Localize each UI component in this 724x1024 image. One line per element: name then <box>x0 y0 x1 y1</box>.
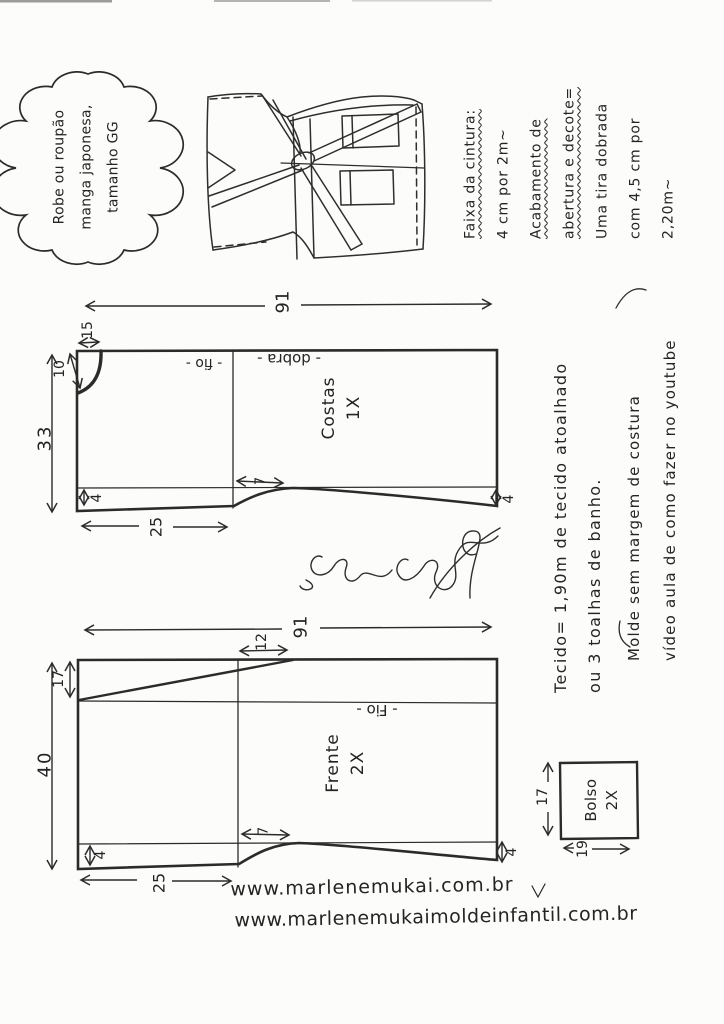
cloud-title-line: manga japonesa, <box>78 104 95 230</box>
costas-dim-curve-offset: 7 <box>253 476 269 486</box>
note-line: Faixa da cintura: <box>462 109 479 239</box>
piece-quantity: 2X <box>603 789 621 811</box>
frente-dim-width: 91 <box>290 615 312 639</box>
frente-dim-curve-offset: 7 <box>256 826 272 836</box>
website-line-2: www.marlenemukaimoldeinfantil.com.br <box>234 902 638 932</box>
cloud-title-line: tamanho GG <box>105 121 122 213</box>
bolso-piece-label <box>581 758 623 842</box>
frente-dim-hem-left: 4 <box>93 850 109 860</box>
note-line: 2,20m~ <box>660 177 677 239</box>
costas-dim-hem-left: 4 <box>89 493 105 503</box>
cloud-title-line: Robe ou roupão <box>51 109 68 225</box>
waist-finishing-note <box>455 53 686 239</box>
piece-name: Costas <box>319 376 339 440</box>
frente-piece-outline <box>78 659 497 869</box>
note-line: Tecido= 1,90m de tecido atoalhado <box>551 362 570 693</box>
frente-dim-hem-right: 4 <box>504 847 520 857</box>
costas-dim-height: 33 <box>34 424 56 452</box>
costas-piece-outline <box>77 350 497 511</box>
costas-piece-label <box>317 358 367 458</box>
note-line: 4 cm por 2m~ <box>495 128 512 239</box>
cloud-title <box>47 89 128 245</box>
costas-dim-hem-right: 4 <box>501 494 517 504</box>
costas-dim-neck-depth: 10 <box>52 360 68 378</box>
note-line: abertura e decote= <box>561 86 578 239</box>
frente-dim-height: 40 <box>34 750 56 778</box>
piece-name: Bolso <box>582 778 600 822</box>
costas-dim-width: 91 <box>272 290 294 314</box>
frente-dim-neck-width: 12 <box>254 633 270 651</box>
costas-dim-shoulder: 15 <box>80 321 96 339</box>
signature-scribble <box>300 528 500 598</box>
frente-grainline-label: - Fio - <box>356 701 398 719</box>
costas-fold-label: - dobra - <box>257 350 321 368</box>
costas-dim-bottom-width: 25 <box>146 516 166 538</box>
scanner-edge-artifacts <box>0 0 492 3</box>
note-line: ou 3 toalhas de banho. <box>585 478 604 693</box>
piece-name: Frente <box>323 733 343 793</box>
pattern-note <box>616 283 688 661</box>
note-line: com 4,5 cm por <box>627 117 644 239</box>
piece-quantity: 1X <box>344 395 364 421</box>
note-line: vídeo aula de como fazer no youtube <box>661 339 679 661</box>
note-line: Acabamento de <box>528 118 545 239</box>
frente-piece-label <box>321 713 371 813</box>
bolso-dim-height: 17 <box>535 788 551 806</box>
fabric-note <box>544 291 612 693</box>
robe-illustration <box>207 94 425 259</box>
frente-dim-bottom-width: 25 <box>149 872 169 894</box>
costas-grainline-label: - fio - <box>185 355 223 371</box>
note-line: Uma tira dobrada <box>594 102 611 239</box>
bolso-dim-width: 19 <box>575 840 591 858</box>
piece-quantity: 2X <box>348 750 368 776</box>
note-line: Molde sem margem de costura <box>625 395 643 661</box>
frente-dim-neck-depth: 17 <box>51 670 67 688</box>
website-line-1: www.marlenemukai.com.br <box>230 873 514 901</box>
